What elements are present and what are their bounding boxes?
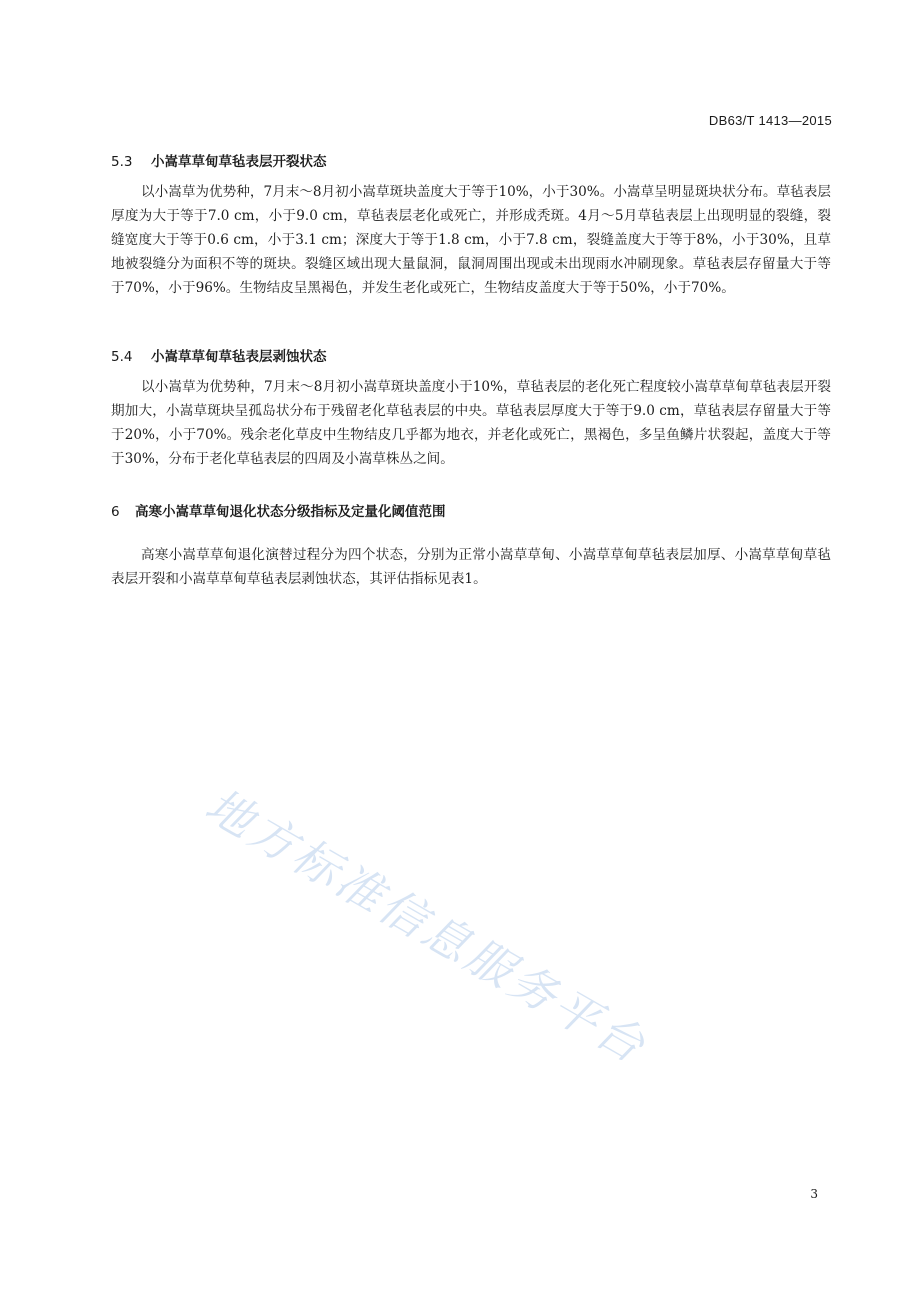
standard-number: DB63/T 1413—2015 — [708, 113, 832, 128]
section-number: 5.4 — [111, 349, 133, 365]
section-title: 高寒小嵩草草甸退化状态分级指标及定量化阈值范围 — [135, 504, 446, 520]
section-number: 6 — [111, 504, 120, 520]
section-number: 5.3 — [111, 154, 133, 170]
section-title: 小嵩草草甸草毡表层开裂状态 — [151, 154, 327, 170]
section-5-4-paragraph: 以小嵩草为优势种，7月末～8月初小嵩草斑块盖度小于10%，草毡表层的老化死亡程度较小嵩草草甸草毡表层开裂期加大，小嵩草斑块呈孤岛状分布于残留老化草毡表层的中央。草毡表层厚度大于等于9.0 cm，草毡表层存留量大于等于20%，小于70%。残余老化草皮中生物结皮几乎都为地衣，并老化或死亡，黑褐色，多呈鱼鳞片状裂起，盖度大于等于30%，分布于老化草毡表层的四周及小嵩草株丛之间。 — [111, 379, 831, 467]
section-5-4-heading — [111, 345, 327, 365]
section-5-3-paragraph: 以小嵩草为优势种，7月末～8月初小嵩草斑块盖度大于等于10%，小于30%。小嵩草呈明显斑块状分布。草毡表层厚度为大于等于7.0 cm，小于9.0 cm，草毡表层老化或死亡，并形成秃斑。4月～5月草毡表层上出现明显的裂缝，裂缝宽度大于等于0.6 cm，小于3.1 cm；深度大于等于1.8 cm，小于7.8 cm，裂缝盖度大于等于8%，小于30%，且草地被裂缝分为面积不等的斑块。裂缝区域出现大量鼠洞，鼠洞周围出现或未出现雨水冲刷现象。草毡表层存留量大于等于70%，小于96%。生物结皮呈黑褐色，并发生老化或死亡，生物结皮盖度大于等于50%，小于70%。 — [111, 184, 831, 296]
watermark: 地方标准信息服务平台 — [196, 777, 657, 1075]
section-5-3-heading — [111, 150, 327, 170]
section-6-paragraph: 高寒小嵩草草甸退化演替过程分为四个状态，分别为正常小嵩草草甸、小嵩草草甸草毡表层加厚、小嵩草草甸草毡表层开裂和小嵩草草甸草毡表层剥蚀状态，其评估指标见表1。 — [111, 547, 831, 587]
section-6-heading — [111, 500, 446, 520]
page-number: 3 — [810, 1187, 818, 1201]
section-title: 小嵩草草甸草毡表层剥蚀状态 — [151, 349, 327, 365]
